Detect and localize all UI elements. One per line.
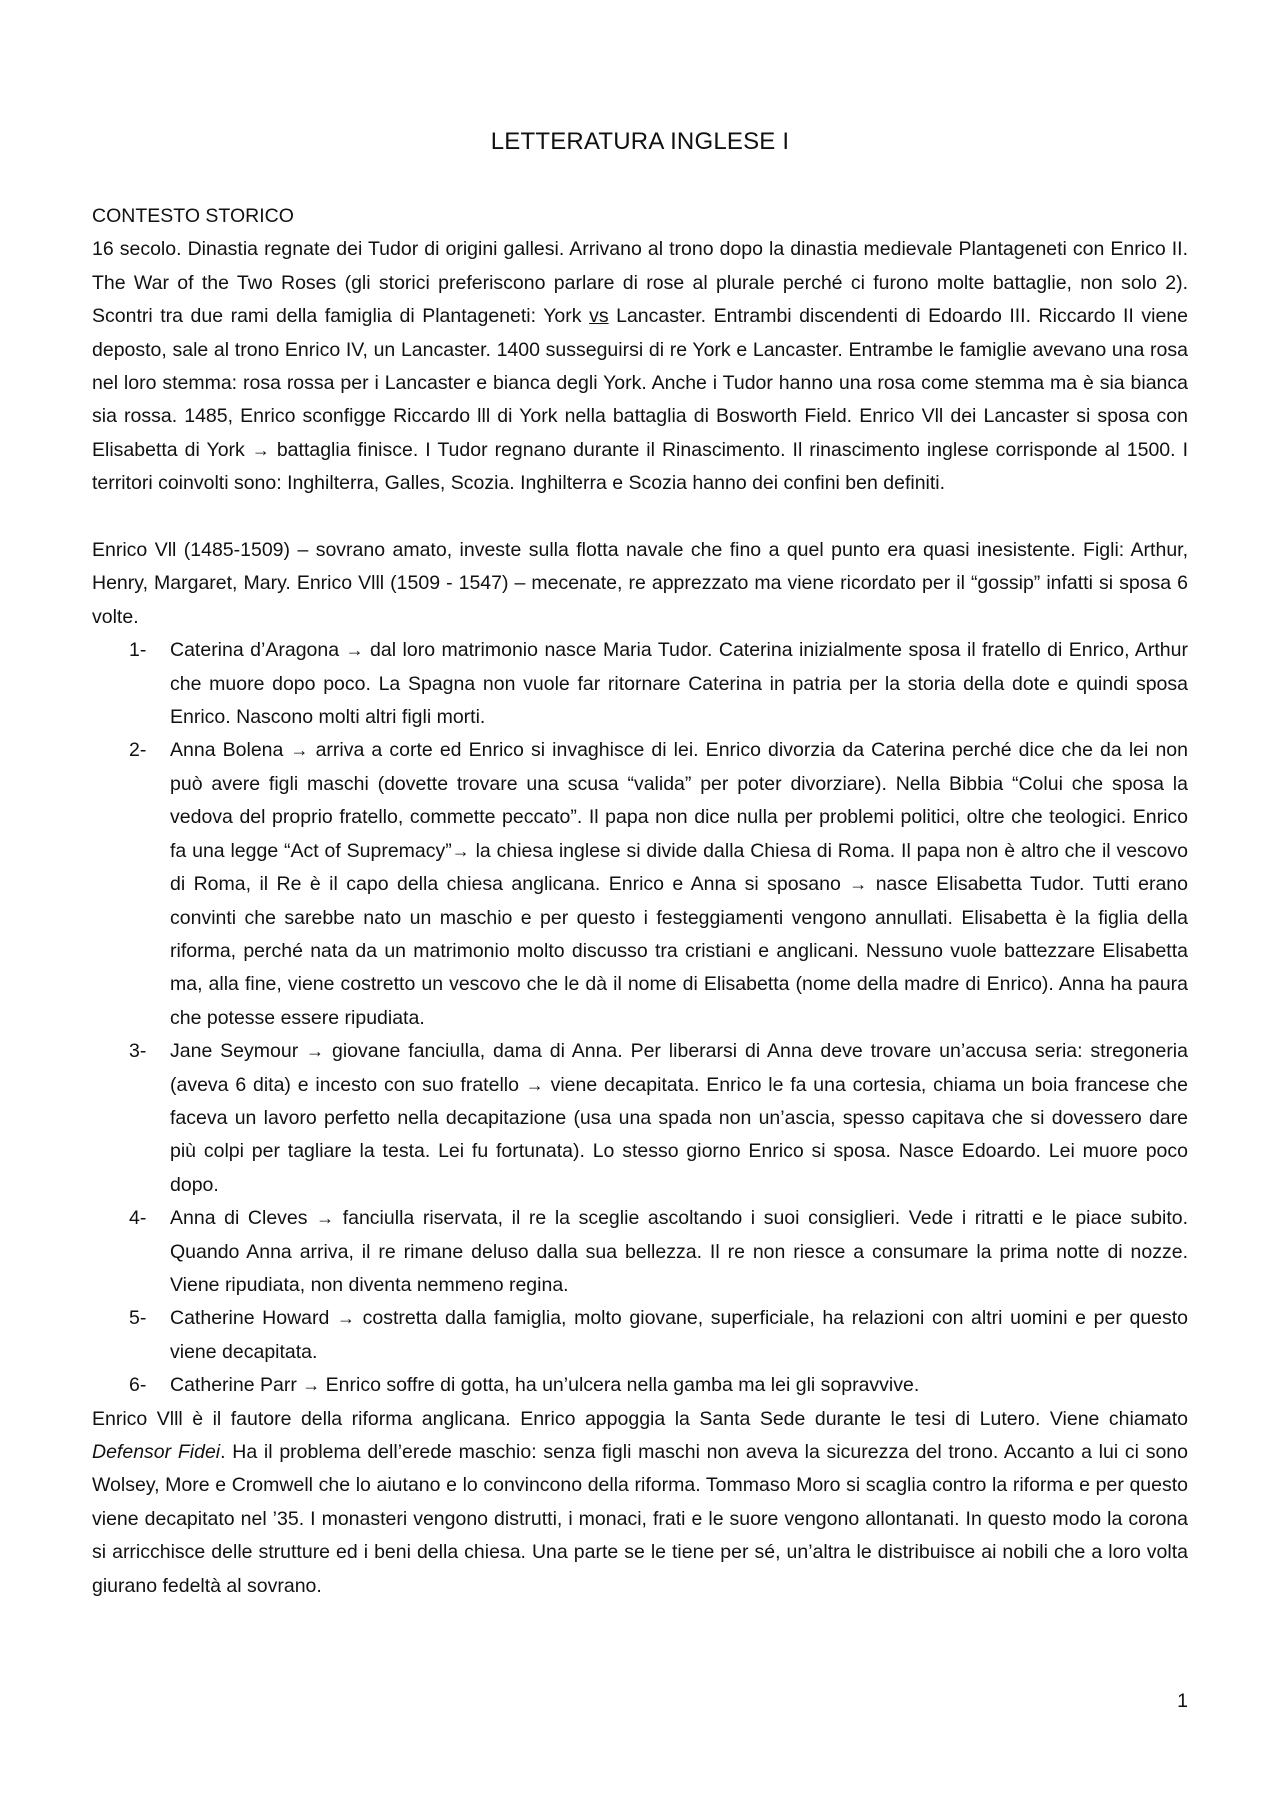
arrow-right-icon: → (290, 740, 309, 761)
arrow-right-icon: → (849, 874, 868, 895)
list-number: 2- (129, 739, 147, 762)
arrow-right-icon: → (251, 439, 270, 460)
list-number: 1- (129, 639, 147, 662)
list-number: 4- (129, 1207, 147, 1230)
arrow-right-icon: → (345, 640, 364, 661)
paragraph-gap (92, 501, 1188, 534)
arrow-right-icon: → (306, 1041, 325, 1062)
section-heading: CONTESTO STORICO (92, 205, 294, 227)
arrow-right-icon: → (451, 840, 470, 861)
arrow-right-icon: → (302, 1375, 321, 1396)
arrow-right-icon: → (525, 1074, 544, 1095)
list-number: 3- (129, 1040, 147, 1063)
historical-context-paragraph: 16 secolo. Dinastia regnate dei Tudor di origini gallesi. Arrivano al trono dopo la dinastia medievale Plantageneti con Enrico II. The War of the Two Roses (gli storici preferiscono parlare di rose al plurale perché ci furono molte battaglie, non solo 2). Scontri tra due rami della famiglia di Plantageneti: York vs Lancaster. Entrambi discendenti di Edoardo III. Riccardo II viene deposto, sale al trono Enrico IV, un Lancaster. 1400 susseguirsi di re York e Lancaster. Entrambe le famiglie avevano una rosa nel loro stemma: rosa rossa per i Lancaster e bianca degli York. Anche i Tudor hanno una rosa come stemma ma è sia bianca sia rossa. 1485, Enrico sconfigge Riccardo lll di York nella battaglia di Bosworth Field. Enrico Vll dei Lancaster si sposa con Elisabetta di York → battaglia finisce. I Tudor regnano durante il Rinascimento. Il rinascimento inglese corrisponde al 1500. I territori coinvolti sono: Inghilterra, Galles, Scozia. Inghilterra e Scozia hanno dei confini ben definiti. (92, 238, 1188, 495)
document-body (92, 200, 1188, 1603)
list-item: 6- Catherine Parr → Enrico soffre di gotta, ha un’ulcera nella gamba ma lei gli sopravvive. (92, 1369, 1188, 1402)
list-item: 2- Anna Bolena → arriva a corte ed Enrico si invaghisce di lei. Enrico divorzia da Caterina perché dice che da lei non può avere figli maschi (dovette trovare una scusa “valida” per poter divorziare). Nella Bibbia “Colui che sposa la vedova del proprio fratello, commette peccato”. Il papa non dice nulla per problemi politici, oltre che teologici. Enrico fa una legge “Act of Supremacy”→ la chiesa inglese si divide dalla Chiesa di Roma. Il papa non è altro che il vescovo di Roma, il Re è il capo della chiesa anglicana. Enrico e Anna si sposano → nasce Elisabetta Tudor. Tutti erano convinti che sarebbe nato un maschio e per questo i festeggiamenti vengono annullati. Elisabetta è la figlia della riforma, perché nata da un matrimonio molto discusso tra cristiani e anglicani. Nessuno vuole battezzare Elisabetta ma, alla fine, viene costretto un vescovo che le dà il nome di Elisabetta (nome della madre di Enrico). Anna ha paura che potesse essere ripudiata. (92, 734, 1188, 1035)
document-title: LETTERATURA INGLESE I (490, 128, 790, 155)
henry-paragraph: Enrico Vll (1485-1509) – sovrano amato, investe sulla flotta navale che fino a quel punto era quasi inesistente. Figli: Arthur, Henry, Margaret, Mary. Enrico Vlll (1509 - 1547) – mecenate, re apprezzato ma viene ricordato per il “gossip” infatti si sposa 6 volte. (92, 539, 1188, 628)
list-number: 6- (129, 1374, 147, 1397)
list-item: 1- Caterina d’Aragona → dal loro matrimonio nasce Maria Tudor. Caterina inizialmente sposa il fratello di Enrico, Arthur che muore dopo poco. La Spagna non vuole far ritornare Caterina in patria per la storia della dote e quindi sposa Enrico. Nascono molti altri figli morti. (92, 634, 1188, 734)
arrow-right-icon: → (316, 1208, 335, 1229)
list-item: 4- Anna di Cleves → fanciulla riservata, il re la sceglie ascoltando i suoi consiglieri. Vede i ritratti e le piace subito. Quando Anna arriva, il re rimane deluso dalla sua bellezza. Il re non riesce a consumare la prima notte di nozze. Viene ripudiata, non diventa nemmeno regina. (92, 1202, 1188, 1302)
list-item: 3- Jane Seymour → giovane fanciulla, dama di Anna. Per liberarsi di Anna deve trovare un’accusa seria: stregoneria (aveva 6 dita) e incesto con suo fratello → viene decapitata. Enrico le fa una cortesia, chiama un boia francese che faceva un lavoro perfetto nella decapitazione (usa una spada non un’ascia, spesso capitava che si dovessero dare più colpi per tagliare la testa. Lei fu fortunata). Lo stesso giorno Enrico si sposa. Nasce Edoardo. Lei muore poco dopo. (92, 1035, 1188, 1202)
wives-list (92, 634, 1188, 1402)
reform-paragraph: Enrico Vlll è il fautore della riforma anglicana. Enrico appoggia la Santa Sede durante le tesi di Lutero. Viene chiamato Defensor Fidei. Ha il problema dell’erede maschio: senza figli maschi non aveva la sicurezza del trono. Accanto a lui ci sono Wolsey, More e Cromwell che lo aiutano e lo convincono della riforma. Tommaso Moro si scaglia contro la riforma e per questo viene decapitato nel ’35. I monasteri vengono distrutti, i monaci, frati e le suore vengono allontanati. In questo modo la corona si arricchisce delle strutture ed i beni della chiesa. Una parte se le tiene per sé, un’altra le distribuisce ai nobili che a loro volta giurano fedeltà al sovrano. (92, 1407, 1188, 1597)
list-number: 5- (129, 1307, 147, 1330)
page-number: 1 (1177, 1690, 1188, 1712)
list-item: 5- Catherine Howard → costretta dalla famiglia, molto giovane, superficiale, ha relazioni con altri uomini e per questo viene decapitata. (92, 1302, 1188, 1369)
defensor-fidei-italic: Defensor Fidei (92, 1441, 221, 1464)
vs-underlined: vs (589, 305, 609, 328)
arrow-right-icon: → (337, 1308, 355, 1329)
